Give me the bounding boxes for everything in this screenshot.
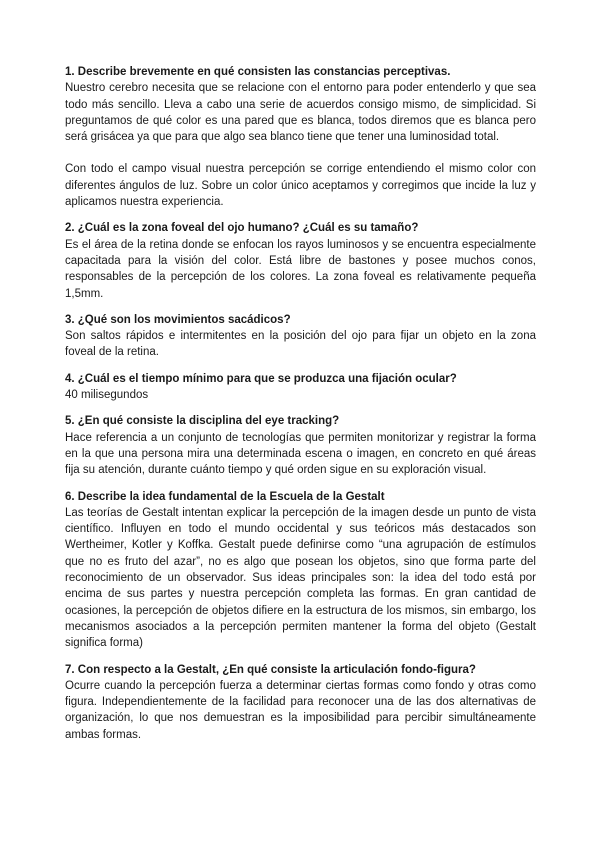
- question-block-2: [65, 220, 536, 301]
- answer-paragraph: Con todo el campo visual nuestra percepción se corrige entendiendo el mismo color con diferentes ángulos de luz. Sobre un color único aceptamos y corregimos que incide la luz y aplicamos nuestra experiencia.: [65, 163, 536, 209]
- answer-paragraph: Ocurre cuando la percepción fuerza a determinar ciertas formas como fondo y otras como figura. Independientemente de la facilidad para reconocer una de las dos alternativas de organización, lo que nos demuestran es la imposibilidad para percibir simultáneamente ambas formas.: [65, 679, 536, 741]
- question-block-7: [65, 662, 536, 743]
- answer-paragraph: Es el área de la retina donde se enfocan los rayos luminosos y se encuentra especialmente capacitada para la visión del color. Está libre de bastones y posee muchos conos, responsables de la percepción de los colores. La zona foveal es relativamente pequeña 1,5mm.: [65, 238, 536, 300]
- question-block-4: [65, 371, 536, 404]
- answer-paragraph: Hace referencia a un conjunto de tecnologías que permiten monitorizar y registrar la forma en la que una persona mira una determinada escena o imagen, en concreto en qué áreas fija su atención, durante cuánto tiempo y qué orden sigue en su exploración visual.: [65, 431, 536, 477]
- document-page: [65, 64, 536, 753]
- answer-paragraph: Nuestro cerebro necesita que se relacione con el entorno para poder entenderlo y que sea todo más sencillo. Lleva a cabo una serie de acuerdos consigo mismo, de simplicidad. Si preguntamos de qué color es una pared que es blanca, todos diremos que es blanca pero será grisácea ya que para que algo sea blanco tiene que tener una luminosidad total.: [65, 82, 536, 144]
- answer-paragraph: Las teorías de Gestalt intentan explicar la percepción de la imagen desde un punto de vista científico. Influyen en todo el mundo occidental y sus teóricos más destacados son Wertheimer, Kotler y Koffka. Gestalt puede definirse como “una agrupación de estímulos que no es fruto del azar”, no es algo que posean los objetos, sino que forma parte del reconocimiento de un observador. Sus ideas principales son: la idea del todo está por encima de sus partes y nuestra percepción completa las formas. En gran cantidad de ocasiones, la percepción de objetos difiere en la estructura de los mismos, sin embargo, los mecanismos asociados a la percepción permiten mantener la forma del objeto (Gestalt significa forma): [65, 506, 536, 650]
- question-heading: 2. ¿Cuál es la zona foveal del ojo humano? ¿Cuál es su tamaño?: [65, 222, 419, 235]
- question-block-5: [65, 413, 536, 478]
- question-block-1: [65, 64, 536, 210]
- question-heading: 5. ¿En qué consiste la disciplina del eye tracking?: [65, 415, 340, 428]
- question-block-3: [65, 312, 536, 361]
- question-block-6: [65, 489, 536, 652]
- answer-paragraph: Son saltos rápidos e intermitentes en la posición del ojo para fijar un objeto en la zona foveal de la retina.: [65, 330, 536, 359]
- question-heading: 6. Describe la idea fundamental de la Escuela de la Gestalt: [65, 490, 385, 503]
- question-heading: 4. ¿Cuál es el tiempo mínimo para que se produzca una fijación ocular?: [65, 372, 457, 385]
- question-heading: 3. ¿Qué son los movimientos sacádicos?: [65, 313, 291, 326]
- question-heading: 1. Describe brevemente en qué consisten las constancias perceptivas.: [65, 66, 451, 78]
- answer-paragraph: 40 milisegundos: [65, 389, 149, 402]
- question-heading: 7. Con respecto a la Gestalt, ¿En qué consiste la articulación fondo-figura?: [65, 663, 476, 676]
